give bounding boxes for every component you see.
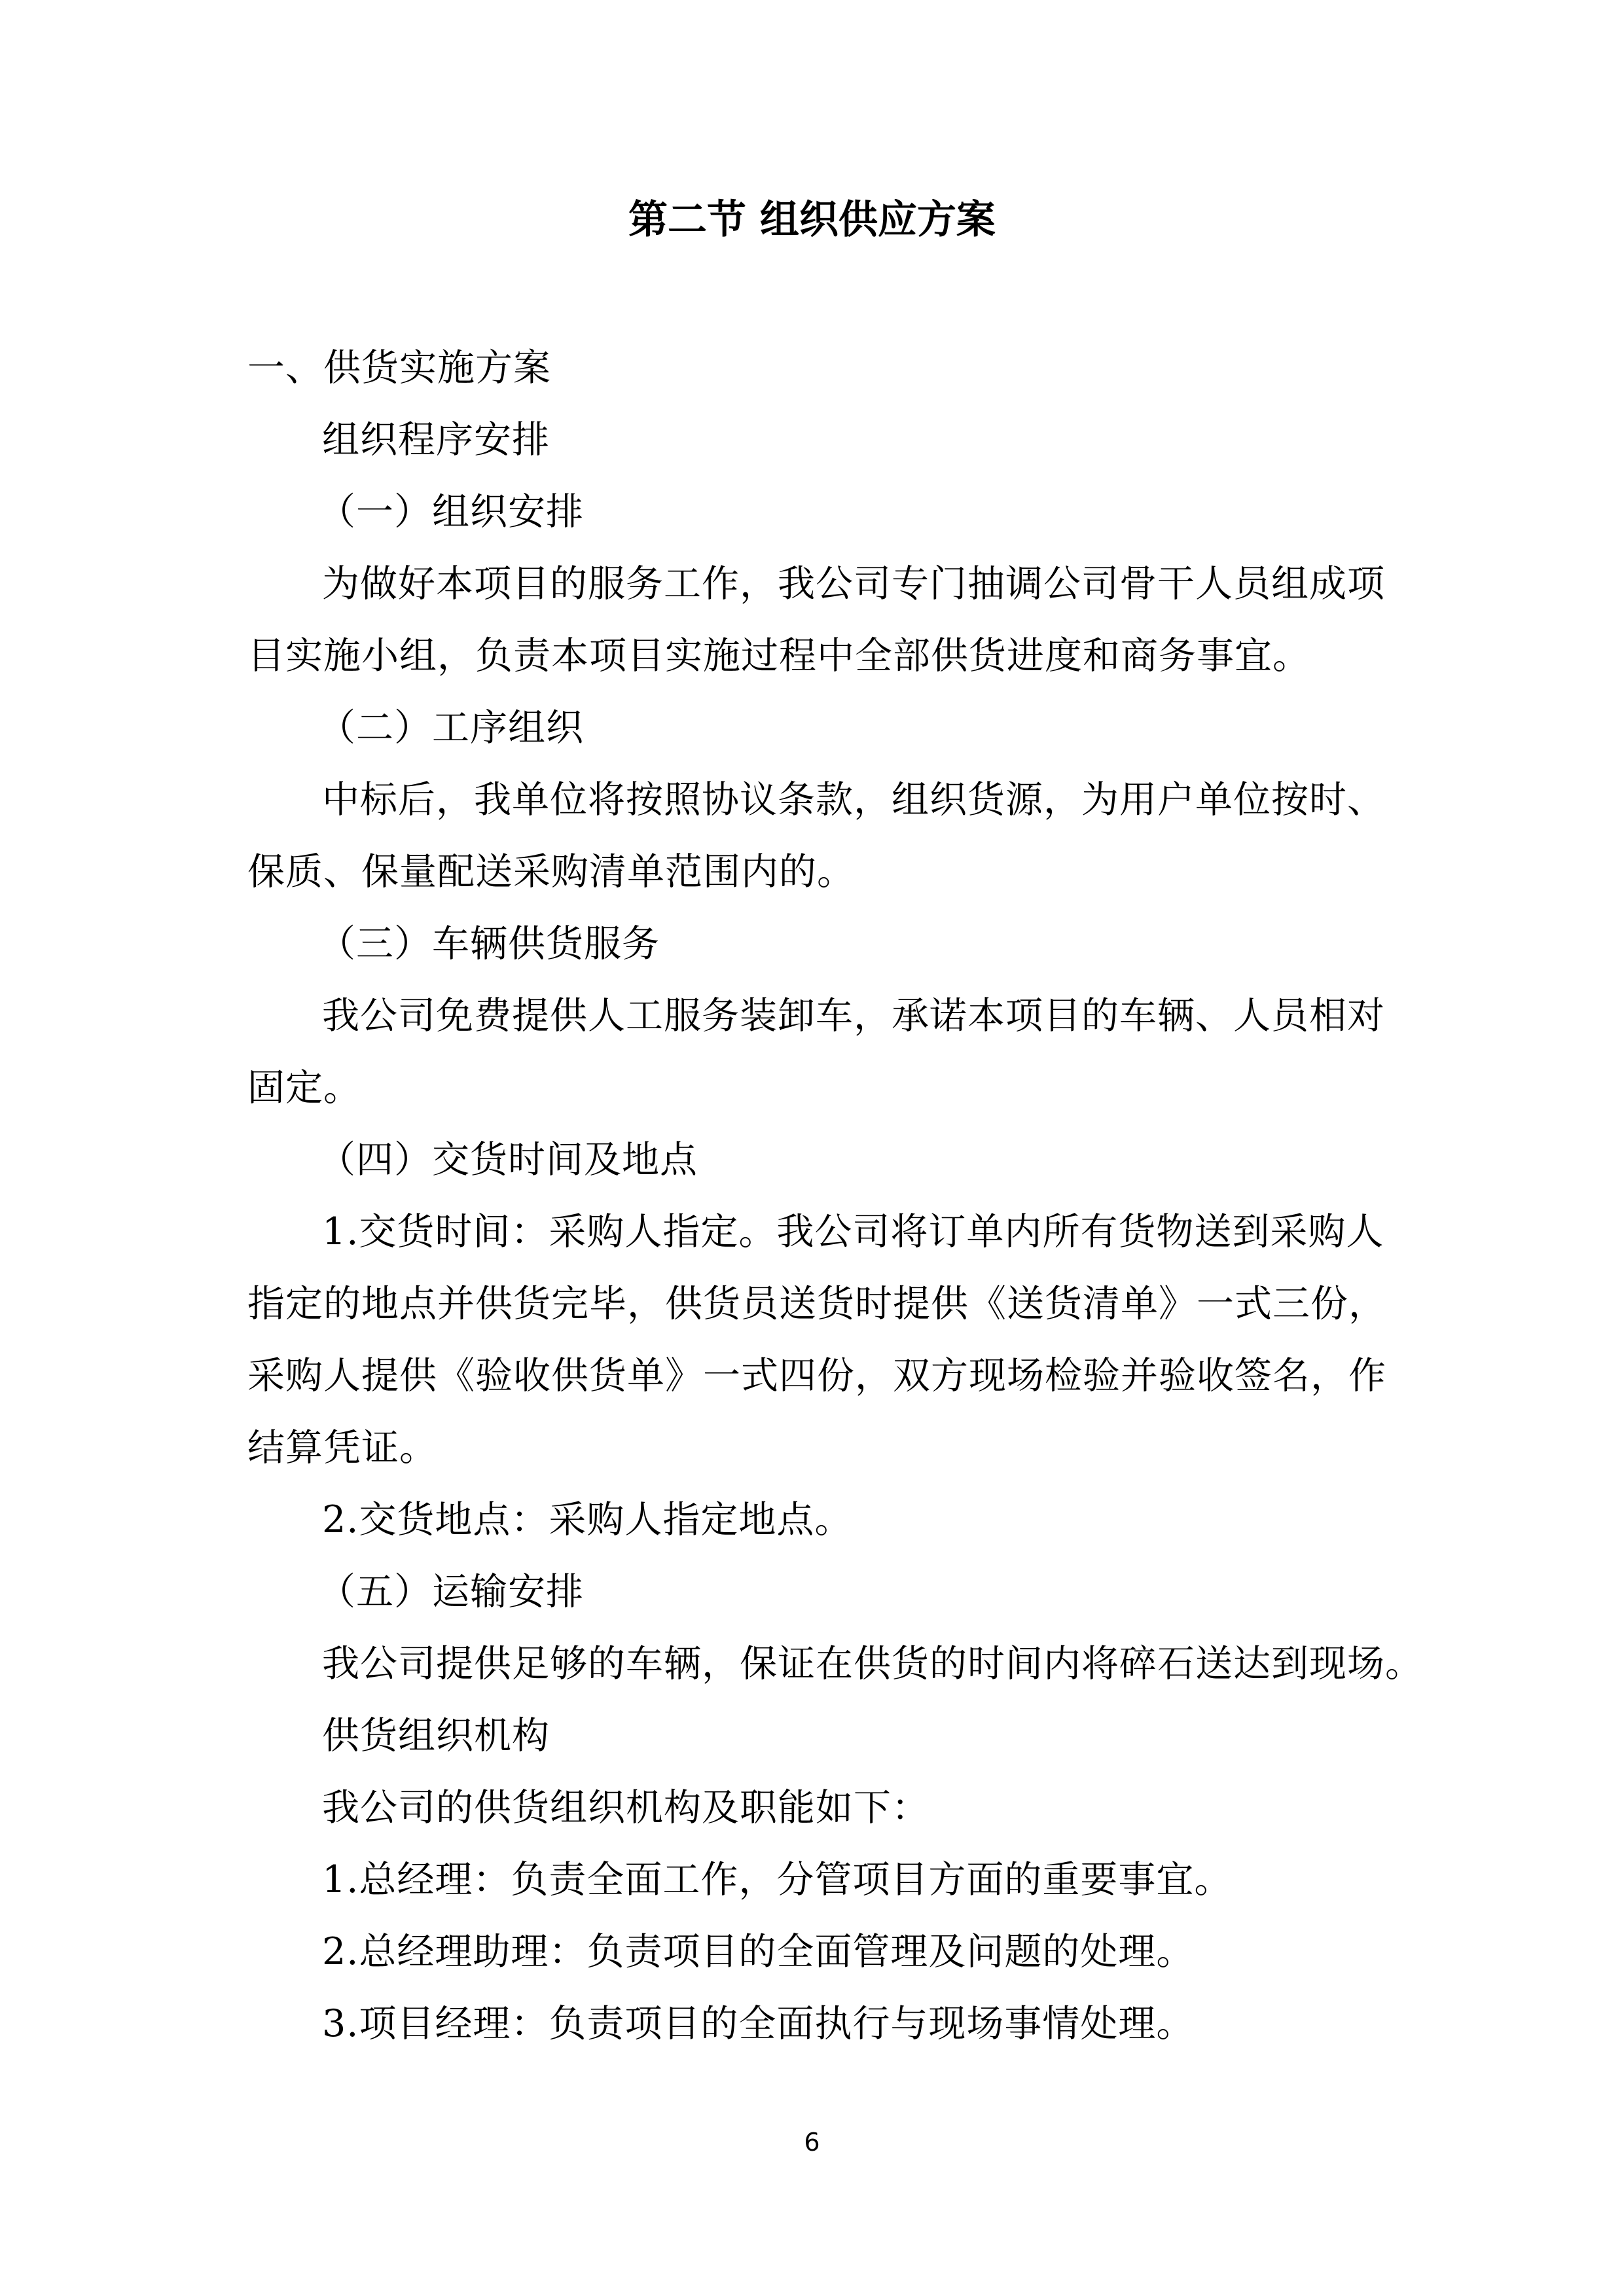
item-heading-5: （五）运输安排 (318, 1570, 584, 1613)
item-heading-2: （二）工序组织 (318, 706, 584, 749)
page-number: 6 (804, 2128, 820, 2157)
list-item: 2.总经理助理：负责项目的全面管理及问题的处理。 (322, 1930, 1195, 1973)
subheading-supply-organization: 供货组织机构 (322, 1714, 550, 1757)
paragraph-line: 中标后，我单位将按照协议条款，组织货源，为用户单位按时、 (322, 778, 1385, 821)
paragraph-line: 结算凭证。 (247, 1426, 437, 1469)
section-title: 第二节 组织供应方案 (628, 197, 996, 243)
heading-supply-plan: 一、供货实施方案 (247, 346, 551, 389)
paragraph-line: 我公司免费提供人工服务装卸车，承诺本项目的车辆、人员相对 (322, 994, 1385, 1037)
paragraph-line: 1.交货时间：采购人指定。我公司将订单内所有货物送到采购人 (322, 1210, 1384, 1253)
paragraph-line: 2.交货地点：采购人指定地点。 (322, 1498, 853, 1541)
list-item: 1.总经理：负责全面工作，分管项目方面的重要事宜。 (322, 1858, 1233, 1901)
paragraph-line: 我公司的供货组织机构及职能如下： (322, 1786, 929, 1829)
paragraph-line: 目实施小组，负责本项目实施过程中全部供货进度和商务事宜。 (247, 634, 1310, 677)
paragraph-line: 采购人提供《验收供货单》一式四份，双方现场检验并验收签名，作 (247, 1354, 1386, 1397)
item-heading-1: （一）组织安排 (318, 490, 584, 533)
list-item: 3.项目经理：负责项目的全面执行与现场事情处理。 (322, 2002, 1195, 2045)
paragraph-line: 为做好本项目的服务工作，我公司专门抽调公司骨干人员组成项 (322, 562, 1385, 605)
paragraph-line: 保质、保量配送采购清单范围内的。 (247, 850, 855, 893)
paragraph-line: 我公司提供足够的车辆，保证在供货的时间内将碎石送达到现场。 (322, 1642, 1423, 1685)
paragraph-line: 指定的地点并供货完毕，供货员送货时提供《送货清单》一式三份， (247, 1282, 1386, 1325)
subheading-organization-procedure: 组织程序安排 (322, 418, 550, 461)
item-heading-4: （四）交货时间及地点 (318, 1138, 698, 1181)
item-heading-3: （三）车辆供货服务 (318, 922, 660, 965)
paragraph-line: 固定。 (247, 1066, 361, 1109)
